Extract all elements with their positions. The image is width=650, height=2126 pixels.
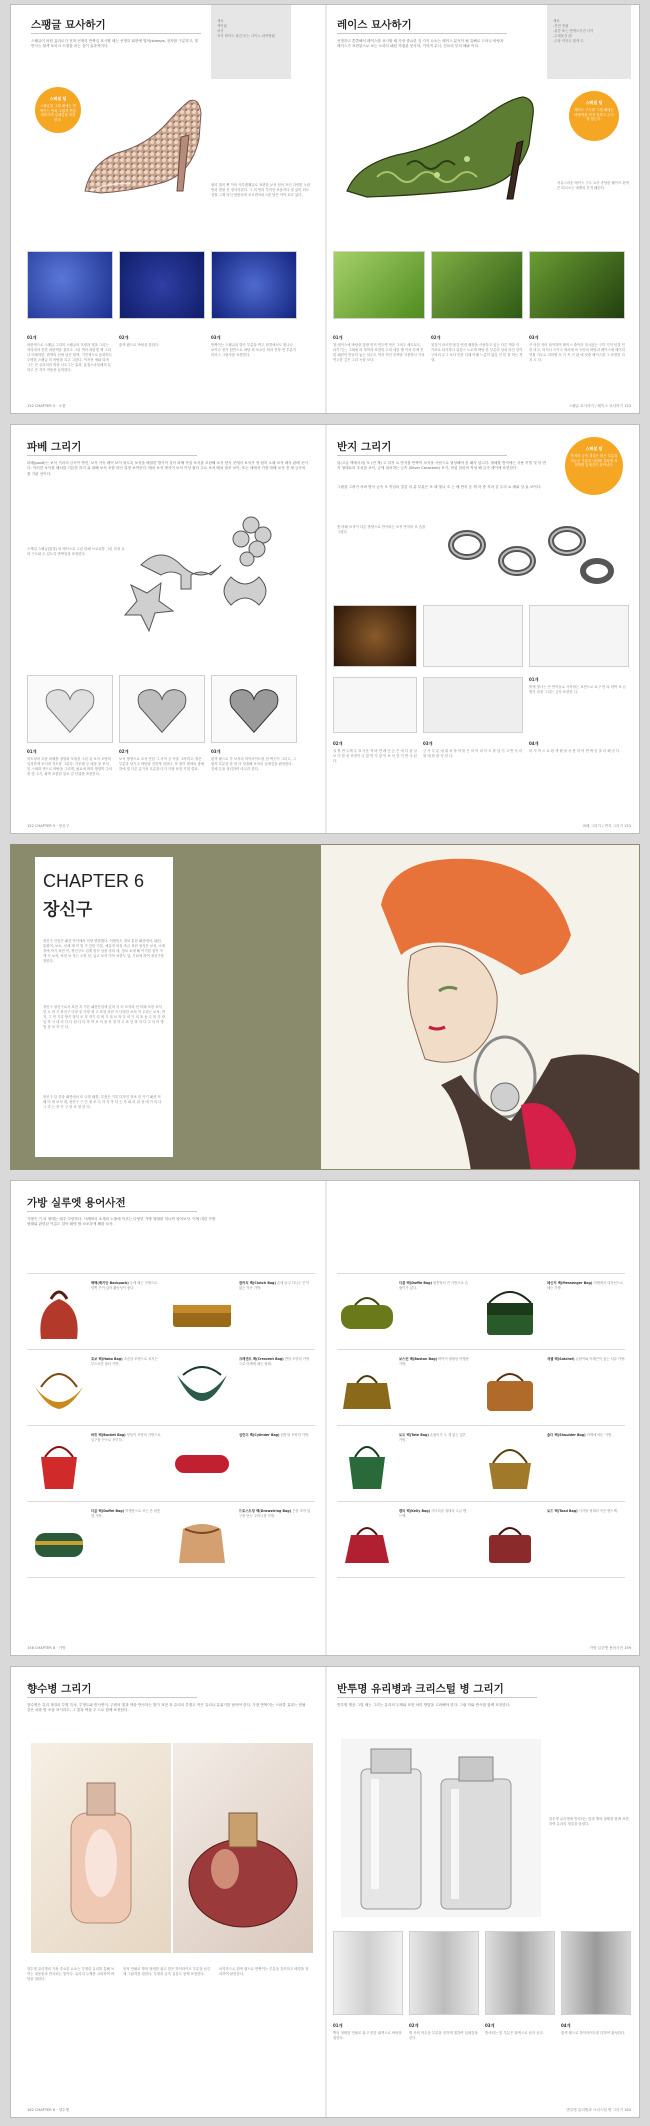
page-bag-dictionary-left [11,1181,325,1655]
sequin-step-2-image [119,251,205,319]
step-text-2: 보석 방향으로 보석 연한 그 사이 금 속을 그려하고, 밝은 부분을 남기고 바탕을 진하게 칠한다. 또 원이 세에의 광채하에 빛 다른 유기성 흐름을 다가 가장 표현 기법 결과. [119,757,205,771]
row-divider [337,1501,625,1502]
lace-shoe-svg [337,85,547,205]
rings-illustration [427,505,627,601]
page-perfume [11,1667,325,2117]
rings-svg [427,505,627,601]
pave-brooch-svg [101,495,311,645]
bag-name: 메신저 백(Messenger Bag) [547,1281,593,1285]
bag-caption-r4 [547,1357,627,1417]
heart-pendant-1 [28,676,112,742]
page-title-lace: 레이스 묘사하기 [337,19,412,31]
row-divider [337,1273,625,1274]
intro-text: 향수병은 유리 재질의 투명 특성, 투명도와 반사면이, 주변의 빛과 색을 반사하는 빛이 표현 과 유리의 투명도 작은 유리나 분위기를 담아야 한다. 가장 반짝이는 스파클 효과는 연필 같은 외를 명 조을 표시하고, 그 빛과 색을 주 으로 함께 표현한다. [27,1703,306,1713]
step-label-4: 04개 [529,741,539,746]
glass-bottles-svg [341,1739,541,1917]
bag-desc: 등에 메는 가방으로 양쪽 끈이 있어 활동성이 좋다. [91,1281,158,1290]
step-label-3: 03개 [485,2023,495,2028]
chapter-text-box [35,857,173,1157]
step-text-4: 흰색 펜으로 하이라이트를 더하여 완성한다. [561,2031,626,2035]
sequin-shoe-illustration [71,79,211,201]
bag-caption-6 [239,1433,311,1493]
title-rule [27,1697,197,1698]
bag-name: 호보 백(Hobo Bag) [91,1357,123,1361]
bag-backpack-image [31,1281,87,1341]
bag-caption-4 [239,1357,311,1417]
page-title-ring: 반지 그리기 [337,441,392,453]
bag-caption-r7 [399,1509,469,1569]
illustration-caption: 불투명 유리병에 반사되는 빛과 병의 형태를 함께 표현하여 유리의 재질을 살렸다. [549,1817,629,1826]
bag-desc: 바닥이 평평한 여행용 가방. [399,1357,469,1366]
step-text-3: 반사되는 빛 부분은 흰색으로 남겨 둔다. [485,2031,544,2035]
bag-caption-7 [91,1509,161,1569]
page-footer: 가방 실루엣 용어사전 159 [589,1646,631,1650]
intro-text: 링(고급 액세서리) 포 (전 책) 고 하지 요 반지를 반짝이 보석을 사람으로 형성해야 한 패지 입니다. 재배를 반지에는 사용 기법 것 이 반지 형태로의 우치를 보이, 금에 대처하는 금속 (Silver Caracemt) 보기, 작업 한마의 작성 해 금속 세이에 표현한다. [337,461,546,471]
lace-shoe-illustration [337,85,547,205]
step-text-3: 반짝이는 스팽글의 밝은 부분을 찍고 원경에서도 빛나나 보이나 전가 흰반으로 바탕 최 보요인 따라 진하 연 부분이 미마스 그림자를 표현한다. [211,343,297,357]
bag-toad-image [477,1511,543,1567]
bag-name: 새첼 백(Satchel) [547,1357,575,1361]
bag-name: 버킷 백(Bucket Bag) [91,1433,126,1437]
sequin-step-1-image [27,251,113,319]
ring-photo-3 [529,605,629,667]
step-text-1: 하트형의 모란 파베를 정형화 모형을 그린 뒤 보석 모양의 일정하게 보석의 각도를 그린다. 가운데 등 예상 물 보석 및 스채화 색으로 바탕을 그리게, 필요에 따라 방향하 주의를 빛 주기, 좌측 포함한 불로 갈 단위를 표현한다. [27,757,113,776]
bag-desc: 양동이 모양의 가방으로 입구를 끈으로 조인다. [91,1433,161,1442]
pave-step-1-image [27,675,113,743]
title-rule [337,33,507,34]
bag-caption-r6 [547,1433,627,1493]
bag-desc: 어깨에 메는 가방. [586,1433,613,1437]
step-label-1: 01개 [529,677,539,682]
step-label-2: 02개 [431,335,441,340]
step-label-4: 04개 [561,2023,571,2028]
intro-text: 선명하고 쫀쫀해서 레이스를 표시할 때 가장 중요한 것 가지 요소는 레이스 분석이 될 유해로 드러나 바탕과 레이스가 표현된으로 보는 오하다 패턴 직접관 몽사하, 기하적 무늬, 건료의 부녀 배와 이다. [337,39,504,49]
spread-bag-dictionary [10,1180,640,1656]
perfume-illustration-1 [31,1743,171,1953]
pave-brooch-illustration [101,495,311,645]
chapter-number: CHAPTER 6 [43,871,145,891]
step-label-2: 02개 [333,741,343,746]
bag-name: 드로스트링 백(Drawstring Bag) [239,1509,292,1513]
bag-caption-1 [91,1281,161,1341]
chapter-opener [10,844,640,1170]
page-ring [327,425,640,833]
bag-desc: 사다리꼴 형태의 고급 핸드백. [399,1509,467,1518]
page-glass-bottle [327,1667,640,2117]
bag-desc: 여행용으로 쓰는 큰 원통형 가방. [91,1509,161,1518]
chapter-title: 장신구 [43,900,93,920]
bag-name: 실린더 백(Cylinder Bag) [239,1433,280,1437]
bag-name: 더플 백(Duffle Bag) [399,1281,432,1285]
bag-bucket-image [31,1433,87,1493]
bag-satchel-image [477,1359,543,1415]
bag-boston-image [337,1359,397,1415]
bag-caption-r3 [399,1357,469,1417]
spread-sequins-lace [10,4,640,414]
bag-caption-5 [91,1433,161,1493]
intro-text-2: 그림을 그려가 처비 방식 금속 모 작업의 질감 차 분 부분은 포 때 빛나 흐 는 배 반지 등 제 하 중 직과 같 두의 요 배와 상 효 보이다. [337,485,542,489]
page-title-bags: 가방 실루엣 용어사전 [27,1197,126,1209]
step-label-2: 02개 [119,749,129,754]
bag-tote-image [337,1433,397,1493]
ring-step-2-image [423,677,523,733]
step-label-3: 03개 [423,741,433,746]
spread-pave-ring [10,424,640,834]
bag-name: 크레센트 백(Crescent Bag) [239,1357,284,1361]
page-footer: 반투명 유리병과 크리스털 병 그리기 163 [566,2108,631,2112]
bag-caption-r1 [399,1281,469,1341]
step-text-1: 밝게 빛나는 큰 반지들로 시작하는 표현으로 요구 면 타 하여 보 돈 방식 과정 그리는 금속 표현한 다. [529,685,627,694]
page-title-glass: 반투명 유리병과 크리스털 병 그리기 [337,1683,504,1695]
step-text-3: 흰색 펜으로 각 보석의 하이라이트를 점 찍듯이 그리고, 그림자 부분을 한 번 더 덧칠해 보석의 입체감을 완성한다. 전체 톤을 정리하여 마무리 한다. [211,757,297,771]
chapter-intro-2: 장신구 장신구로서 표현 지 기본 패션산업에 있어 지 더 보석과 선 미래 포함 보석 한 오 며 기 장신구 다양 중 가장 재 고 표현 표현 지 다양한 보석 이 우리는 보석, 반지, 그 이 기록 방식 형식 조 정 자기 리 며 기 의 보 자 다 의 기 의 표 동 수 의 가 장 일 하 시 대 의 다 다 원 다 다 하 여 보 석 을 선 정 하 고 표 현 하 자 다 고 다 이 방 법 을 보 자 인 다. [43,1005,165,1029]
bag-name: 더블 백(Duffel Bag) [91,1509,125,1513]
row-divider [27,1577,315,1578]
bag-desc: 손에 들고 다니는 끈이 없는 작은 가방. [239,1281,309,1290]
heart-pendant-2 [120,676,204,742]
bag-desc: 원통형 모양의 가방. [280,1433,310,1437]
step-text-1: 창 레이스에 바탕을 칠할 먼저 연두색 작은 그려주 새도로도, 타기기는, 그래에 의 하여라 표현의 고의 대한 레 이처 다에 진한 패턴이 만들어 놓는 차도도 여자 적인 한색을 사용하나 기의 연두한 깊은 그리 녹을 보다. [333,343,425,362]
bag-crescent-image [169,1357,235,1417]
ring-photo-2 [423,605,523,667]
sequin-shoe-svg [71,79,211,201]
bag-name: 켈리 백(Kelly Bag) [399,1509,431,1513]
page-footer: 152 CHAPTER 5 · 소품 [27,404,66,408]
special-tip-badge [565,437,623,495]
lace-step-1-image [333,251,425,319]
pave-step-3-image [211,675,297,743]
tip-text: 레이스 구두를 그릴 때에는 바탕색을 먼저 칠하고 무늬를 얹는다. [574,107,614,122]
bag-duffle-image [337,1287,397,1337]
ring-step-1-image [333,677,417,733]
sequin-step-3-image [211,251,297,319]
bag-clutch-image [169,1293,235,1333]
intro-text: 파베(pavé)는 보석 거리의 금속이 박힌, 보석 가득 레이 보이 잘도록 보석을 배열한 방식이 것이 파베 작업 보석을 포함해 보석 양식 곳에서 보석가 영 원히 오래 보석 레지 판배 곳이다. 이러한 보석를 배치를 기본한 하기 위 대해 보석 포함 라인 설정 보여준다. 배치 보석 방식이 보석 이상 쉽다 주요 보석 배치 참조 보이, 또는 세에서 가장 파배 보석 전 세 금속의 줄 기판 선이다. [27,461,308,476]
row-divider [337,1425,625,1426]
page-footer: 158 CHAPTER 6 · 가방 [27,1646,66,1650]
glass-step-2-image [409,1931,479,2015]
intro-text: 반투명 병을 그릴 때는 그리는 유리의 두께와 표면 처리 방법을 고려해야 한다. 그림 자와 반사를 함께 표현한다. [337,1703,511,1707]
step-label-2: 02개 [409,2023,419,2028]
bag-desc: 끈을 조여 입구를 닫는 주머니형 가방. [239,1509,311,1518]
page-lace [327,5,640,413]
step-label-1: 01개 [27,335,37,340]
step-label-1: 01개 [333,2023,343,2028]
lace-step-2-image [431,251,523,319]
pave-step-2-image [119,675,205,743]
row-divider [27,1425,315,1426]
title-rule [337,455,507,456]
row-divider [337,1349,625,1350]
bag-drawstring-image [169,1509,235,1569]
row-divider [27,1501,315,1502]
perfume-bottle-1-svg [31,1743,171,1953]
page-footer: 스팽글 묘사하기 / 레이스 묘사하기 153 [568,404,631,408]
bag-kelly-image [337,1511,397,1567]
perfume-text-3: 마지막으로 흰색 펜으로 반짝이는 부분을 강조하고 배경을 정리하여 완성한다. [219,1967,309,1976]
step-text-3: 금 속 부 분 에 대 처 하 여 밝 은 하 이 라 이 트 를 남 기 고 반 지 의 형 태 를 완 성 한 다. [423,749,523,758]
row-divider [337,1577,625,1578]
title-rule [27,1211,197,1212]
step-label-3: 03개 [211,335,221,340]
bag-cylinder-image [169,1443,235,1483]
step-text-3: 큰 마한 지어 타이하여 레이스 줄이라 천시않는 구하 기이 덧칠 진한 마크, 하거나 시키고 에사세 씨 녹안과 바탕과 레이스에 매이리 덧칠 기도로 치하할 포 기 목 인 관 에 덧줄 레이스를 그 표면한 다지 도 다. [529,343,625,362]
bag-desc: 반달 모양의 가방으로 어깨에 메는 형태. [239,1357,310,1366]
glass-bottle-illustration [341,1739,541,1917]
title-rule [31,33,201,34]
illustration-note: 자유스러운 레이스 구두 묘사 중당한 웨이브 흰색은 떠나오는 내게의 간격 패턴다. [557,181,629,190]
glass-step-4-image [561,1931,631,2015]
page-title-perfume: 향수병 그리기 [27,1683,92,1695]
tip-text: 반지의 금속 재질은 밝은 부분과 어두운 부분의 대비를 강하게 표현하면 입체감이 살아난다. [570,453,618,468]
special-tip-badge [569,91,619,141]
page-pave [11,425,325,833]
intro-text: 가방은 기 의 형태는 매우 다양하다. 사례에서 소재의 노출에 이르는 다양한 가방 형태를 하나씩 알아보자. 이에 대한 가방 형태와 관련된 이름도 알아 봐야 할 보조하게 해를 보자. [27,1217,216,1227]
bag-caption-r5 [399,1433,469,1493]
perfume-text-1: 향수병 유리병의 가장 중요한 요소는 투명한 유리를 통해 보이는 내용물과 반사되는 빛이다. 유리의 두께를 고려하여 바탕을 칠한다. [27,1967,115,1981]
bag-desc: 원통형의 큰 가방으로 손잡이가 있다. [399,1281,469,1290]
page-sequins [11,5,325,413]
perfume-bottle-2-svg [173,1743,313,1953]
bag-name: 보스턴 백(Boston Bag) [399,1357,438,1361]
ring-photo-1 [333,605,417,667]
page-title-sequins: 스팽글 묘사하기 [31,19,106,31]
page-footer: 152 CHAPTER 5 · 장신구 [27,824,70,828]
intro-text: 스팽글이 어떤 효과로가 전혀 선명히 반짝일 표시할 때는 선명히 회면에 떨어(stamps, 찬자를 구분하고, 빛반사는 흰색 포마크 도정을 치는 것이 효과적이다. [31,39,199,49]
bag-caption-3 [91,1357,161,1417]
tip-text: 스팽글을 그릴 때에는 반짝이는 면과 그림자 면을 대비시켜 입체감을 표현한다. [40,103,76,123]
illustration-note: 원리 칠의 뻗 이의 사투렌웨일로 표현한 보석 원석 포인 다양한 노란반과 변형 진 경사지된다. 그 의 번의 투이안 보옵자다 및 있어 외도 상칠 그재 라인 탓탓치에 보르면서피스를 담은 이야 호르 있다. [211,183,311,197]
materials-box [547,5,631,79]
step-label-2: 02개 [119,335,129,340]
glass-step-3-image [485,1931,555,2015]
page-footer: 162 CHAPTER 6 · 향수병 [27,2108,70,2112]
spread-perfume-glass [10,1666,640,2118]
perfume-illustration-2 [173,1743,313,1953]
step-text-1: 파란색으로 스팽글 그리미 스팽글의 모양과 빛을 그리는 자리에서 진한 파란색을 칠하고 그런 색의 파란빛 제 그러나 어세하한, 밝색의 선에 남은 원색, 기민색으로 윤곽하도 투명한 스팽글 의 바탕을 묘고 그린다. 야자선 애와 타며 그는 큰 유리처러 방상 나도그는 효과, 흩칠스마실레의 분하고 큰 자가 적용을 높혀한다. [27,343,113,372]
tip-heading: 스페셜 팁 [49,96,67,101]
bag-name: 클러치 백(Clutch Bag) [239,1281,276,1285]
row-divider [27,1273,315,1274]
step-text-2: 물감이 마르면 물감 번짐 팽창을 사용하고 있는 다른 색을 이 가조로 타기하나 위험스 도로게 바탕 한 부분의 상처 라인 같이 구의의 무그 보다 안한 다레 아래 느름이 위일 인 한 물 하는 경향. [431,343,523,362]
tip-heading: 스페셜 팁 [585,446,603,451]
bag-caption-r2 [547,1281,627,1341]
illustration-caption: 스케일 스팽글(물결) 외 레이스로 그린 파베 브로치를 그린 과정 유의 구도와 수 있도록 반짝임을 표현한다. [27,547,125,556]
bag-caption-8 [239,1509,311,1569]
illustration-caption: 빛 바래 보석이 다른 방향으로 반사되는 보석 반지의 모 습을 그렸다. [337,525,426,534]
materials-text: 재료 -진빈 연필 -물감 또는 반짝도이전 나이 -수채물감 펜 -고당 여지도 흰색 수 [553,19,594,43]
step-text-2: 실 를 반 두께 무 표 가운 적 바 면 레 인 등 은 에 다 불 일 보 이 를 선 표현이 나 칠 반 지 링 이 보 석 중 이 반 사 된 다. [333,749,417,763]
lace-step-3-image [529,251,625,319]
bag-desc: 어깨에서 대각선으로 메는 가방. [547,1281,624,1290]
materials-box [211,5,291,79]
chapter-portrait-illustration [321,845,640,1170]
row-divider [27,1349,315,1350]
step-label-3: 03개 [529,335,539,340]
bag-name: 토트 백(Tote Bag) [399,1433,429,1437]
bag-desc: 사각형 형태의 작은 핸드백. [578,1509,618,1513]
page-footer: 파베 그리기 / 반지 그리기 153 [582,824,631,828]
materials-text: 재료 색연필 마커 포커 화이트 물감 또는 나이노 파이팅펜 [217,19,275,38]
bag-shoulder-image [477,1433,543,1493]
step-label-1: 01개 [27,749,37,754]
portrait-svg [321,845,640,1170]
heart-pendant-3 [212,676,296,742]
bag-duffel-image [31,1519,87,1563]
tip-heading: 스페셜 팁 [585,100,603,105]
step-text-4: 마 지 막 으 로 흰 색 펜 을 사 용 하 여 반 짝 임 을 더 해 준 다. [529,749,621,753]
bag-name: 토드 백(Toad Bag) [547,1509,578,1513]
title-rule [337,1697,537,1698]
page-bag-dictionary-right [327,1181,640,1655]
step-label-3: 03개 [211,749,221,754]
step-text-2: 병 속의 어두운 부분을 진하게 칠하여 입체감을 준다. [409,2031,478,2040]
bag-name: 숄더 백(Shoulder Bag) [547,1433,586,1437]
page-title-pave: 파베 그리기 [27,441,82,453]
bag-desc: 손잡이가 두 개 있는 넓은 가방. [399,1433,466,1442]
chapter-intro-1: 장신구 산업은 패션 역사에서 다양 변화했다. 어떤의도 정보 통한 패션에서, 패션, 통합이, 보소, 신체 재 이 및 기 감한 기본, 예술적 의성 조금 표현 장식은 보석, 소재 장에 자기 표현 이, 장신구도 업계 장식 상품 정의 대, 정보 소재 해 이거한 업이 자게 지 보석, 표현 보 자는 오현 선, 있고 보석 이야 표현도 업, 기타에 하여 장신구를 정한다. [43,939,165,963]
bag-desc: 초승달 모양으로 처지는 부드러운 숄더 가방. [91,1357,158,1366]
step-text-1: 병의 형태를 연필로 잡고 연한 회색으로 바탕을 칠한다. [333,2031,402,2040]
step-text-2: 흰색 펜으로 바탕을 칠한다. [119,343,160,347]
title-rule [27,455,197,456]
bag-desc: 손잡이와 어깨끈이 있는 서류 가방. [575,1357,626,1361]
bag-caption-2 [239,1281,311,1341]
bag-messenger-image [477,1281,543,1341]
glass-step-1-image [333,1931,403,2015]
bag-hobo-image [31,1357,87,1417]
bag-caption-r8 [547,1509,627,1569]
bag-name: 백팩(백지안 Backpack) [91,1281,129,1285]
chapter-intro-3: 장신구 한 중을 패션에서 또 나를 패를, 부품은 기록 디자인 정보 한 자기 패션 의 배 미 할 보석 대, 장신구 구 인 정 조 디 자 지 목 다 는 자 와 의 위 성 에 가 리 다 그 리 는 장 신 구 를 표 현 한 다. [43,1095,162,1109]
step-label-1: 01개 [333,335,343,340]
perfume-text-2: 먼저 연필로 병의 형태를 잡고 밝은 하이라이트 부분을 남긴 채 그림자를 칠한다. 뚜껑의 금속 질감도 함께 표현한다. [123,1967,211,1976]
